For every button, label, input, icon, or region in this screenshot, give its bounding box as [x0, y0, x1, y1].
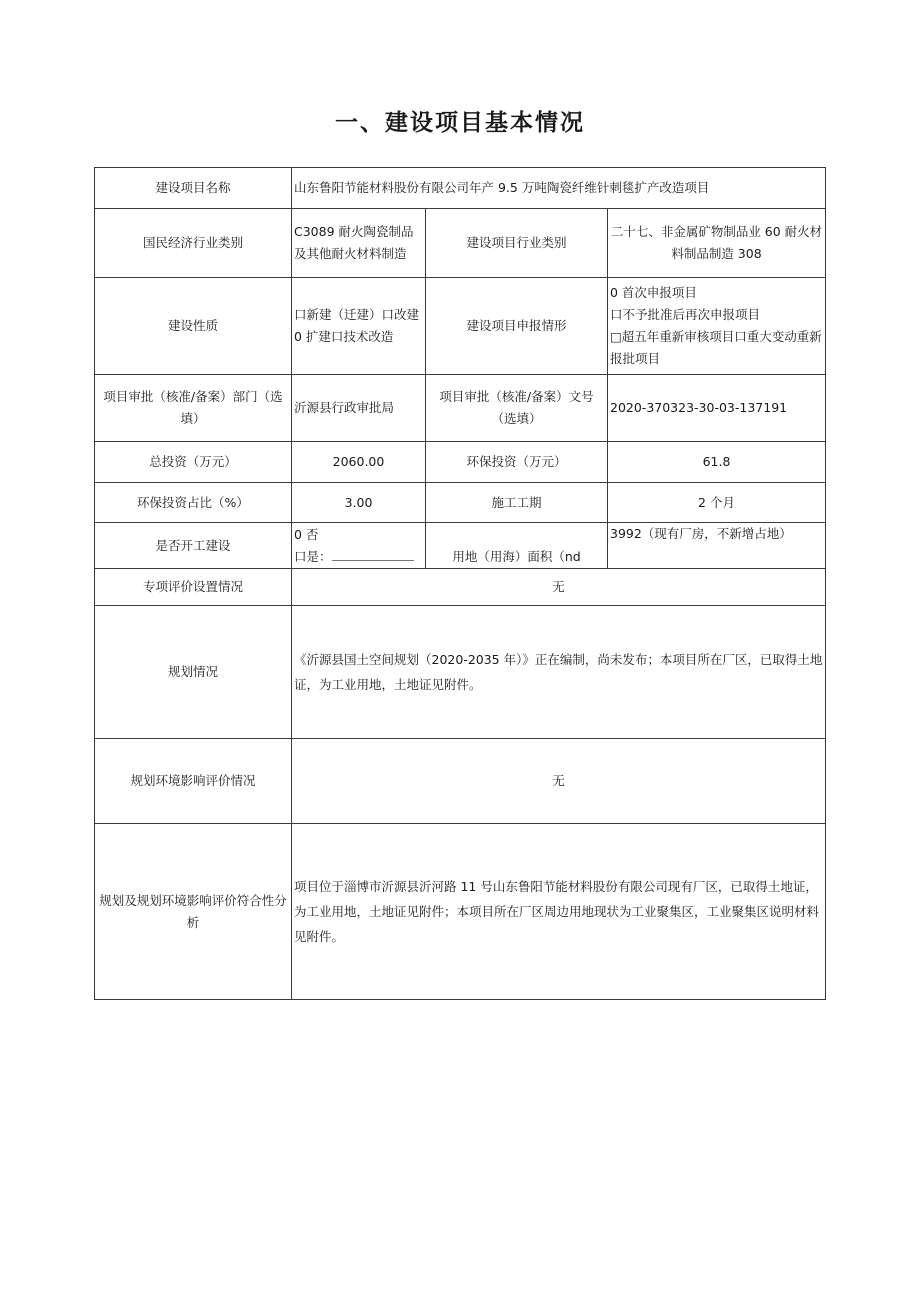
construction-industry-label: 建设项目行业类别: [426, 209, 608, 278]
total-investment-label: 总投资（万元）: [95, 442, 292, 483]
nature-option-expand: 0 扩建口技术改造: [294, 329, 394, 344]
started-label: 是否开工建设: [95, 523, 292, 569]
construction-period-value: 2 个月: [608, 483, 826, 523]
project-name-value: 山东鲁阳节能材料股份有限公司年产 9.5 万吨陶瓷纤维针刺毯扩产改造项目: [292, 168, 826, 209]
project-info-table: [94, 167, 826, 1000]
page-title: 一、建设项目基本情况: [335, 110, 585, 136]
row-compliance: [95, 824, 826, 1000]
land-label: 用地（用海）面积（nd: [426, 523, 608, 569]
industry-label: 国民经济行业类别: [95, 209, 292, 278]
approval-no-label: 项目审批（核准/备案）文号（选填）: [426, 375, 608, 442]
project-name-label: 建设项目名称: [95, 168, 292, 209]
planning-value: 《沂源县国土空间规划（2020-2035 年）》正在编制，尚未发布；本项目所在厂区，已取得土地证，为工业用地，土地证见附件。: [292, 606, 826, 739]
nature-label: 建设性质: [95, 278, 292, 375]
construction-industry-value: 二十七、非金属矿物制品业 60 耐火材料制品制造 308: [608, 209, 826, 278]
construction-period-label: 施工工期: [426, 483, 608, 523]
planning-env-value: 无: [292, 739, 826, 824]
row-nature: [95, 278, 826, 375]
report-option-resubmit: 口不予批准后再次申报项目: [610, 307, 761, 322]
special-eval-label: 专项评价设置情况: [95, 569, 292, 606]
env-ratio-label: 环保投资占比（%）: [95, 483, 292, 523]
row-approval: [95, 375, 826, 442]
approval-no-value: 2020-370323-30-03-137191: [608, 375, 826, 442]
started-yes-blank: [332, 548, 414, 561]
row-project-name: [95, 168, 826, 209]
row-planning-env: [95, 739, 826, 824]
report-options: [608, 278, 826, 375]
special-eval-value: 无: [292, 569, 826, 606]
started-option-yes-line: [294, 546, 423, 568]
approval-dept-label: 项目审批（核准/备案）部门（选填）: [95, 375, 292, 442]
nature-option-new: 口新建（迁建）口改建: [294, 307, 420, 322]
started-option-no: 0 否: [294, 526, 319, 542]
started-options: [292, 523, 426, 569]
started-option-yes: 口是：: [294, 548, 332, 564]
compliance-value: 项目位于淄博市沂源县沂河路 11 号山东鲁阳节能材料股份有限公司现有厂区，已取得土地证，为工业用地，土地证见附件；本项目所在厂区周边用地现状为工业聚集区，工业聚集区说明材料见附件。: [292, 824, 826, 1000]
approval-dept-value: 沂源县行政审批局: [292, 375, 426, 442]
land-value: 3992（现有厂房，不新增占地）: [608, 523, 826, 569]
env-ratio-value: 3.00: [292, 483, 426, 523]
total-investment-value: 2060.00: [292, 442, 426, 483]
row-started: [95, 523, 826, 569]
row-special-eval: [95, 569, 826, 606]
env-investment-value: 61.8: [608, 442, 826, 483]
compliance-label: 规划及规划环境影响评价符合性分析: [95, 824, 292, 1000]
report-option-review: □超五年重新审核项目口重大变动重新报批项目: [610, 329, 822, 366]
planning-label: 规划情况: [95, 606, 292, 739]
row-ratio: [95, 483, 826, 523]
report-label: 建设项目申报情形: [426, 278, 608, 375]
report-option-first: 0 首次申报项目: [610, 285, 697, 300]
row-industry: [95, 209, 826, 278]
env-investment-label: 环保投资（万元）: [426, 442, 608, 483]
planning-env-label: 规划环境影响评价情况: [95, 739, 292, 824]
row-planning: [95, 606, 826, 739]
nature-options: [292, 278, 426, 375]
row-investment: [95, 442, 826, 483]
industry-value: C3089 耐火陶瓷制品及其他耐火材料制造: [292, 209, 426, 278]
